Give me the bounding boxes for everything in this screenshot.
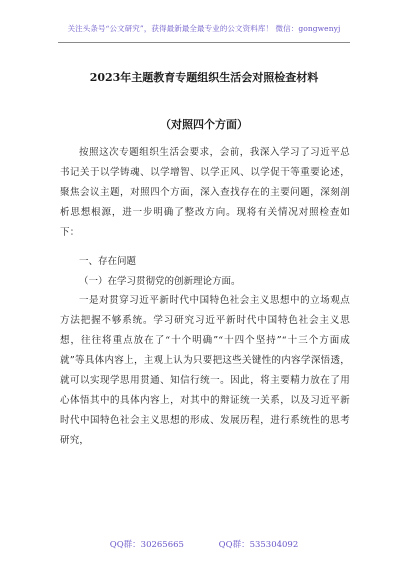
- body-paragraph: 一是对贯穿习近平新时代中国特色社会主义思想中的立场观点方法把握不够系统。学习研究习近平新时代中国特色社会主义思想，往往将重点放在了“十个明确”“十四个坚持”“十三个方面成就”等具体内容上，主观上认为只要把这些关键性的内容学深悟透，就可以实现学思用贯通、知信行统一。因此，将主要精力放在了用心体悟其中的具体内容上，对其中的辩证统一关系，以及习近平新时代中国特色社会主义思想的形成、发展历程，进行系统性的思考研究，: [60, 295, 350, 446]
- document-subtitle: （对照四个方面）: [160, 118, 248, 131]
- header-banner: 关注头条号“公文研究”，获得最新最全最专业的公文资料库！ 微信：gongwenyj: [67, 24, 341, 33]
- subsection-heading-theory: （一）在学习贯彻党的创新理论方面。: [79, 276, 241, 287]
- footer-contact: [0, 538, 408, 550]
- header-divider: [58, 42, 350, 43]
- footer-qq-group-1: QQ群：30265665: [109, 540, 184, 550]
- document-title: 2023年主题教育专题组织生活会对照检查材料: [89, 71, 319, 84]
- footer-qq-group-2: QQ群：535304092: [218, 540, 299, 550]
- intro-paragraph: 按照这次专题组织生活会要求，会前，我深入学习了习近平总书记关于以学铸魂、以学增智、以学正风、以学促干等重要论述，聚焦会议主题，对照四个方面，深入查找存在的主要问题，深刻剖析思想根源，进一步明确了整改方向。现将有关情况对照检查如下：: [60, 147, 350, 238]
- section-heading-problems: 一、存在问题: [79, 256, 137, 267]
